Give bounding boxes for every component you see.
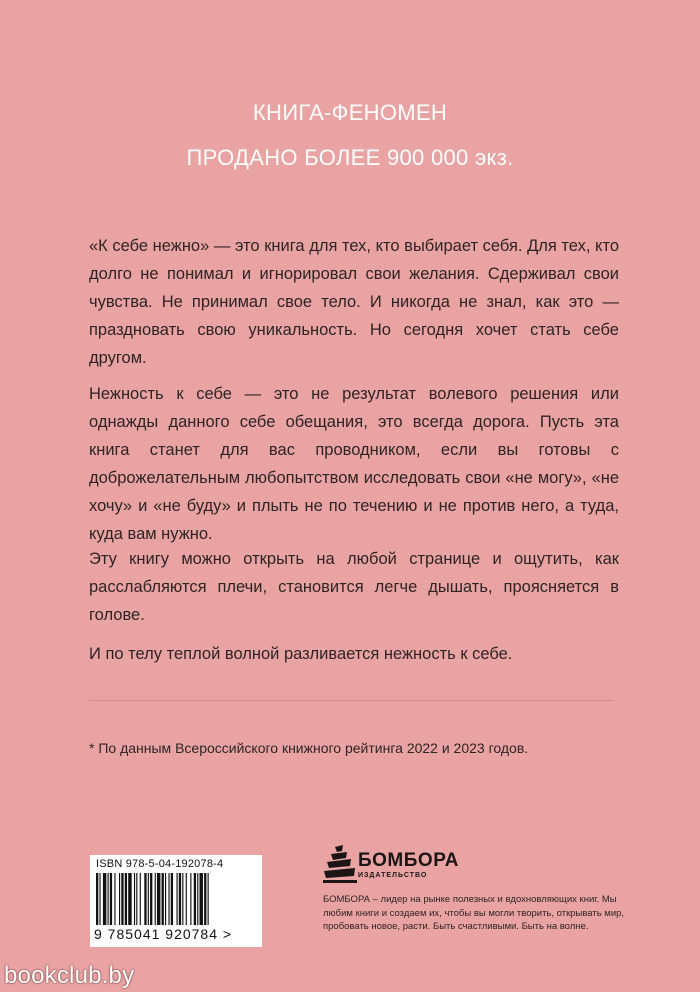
barcode-bar xyxy=(99,873,100,925)
barcode-bar xyxy=(200,873,203,925)
barcode-bar xyxy=(110,873,112,925)
barcode-block xyxy=(90,855,262,947)
divider-line xyxy=(89,700,614,701)
publisher-name: БОМБОРА xyxy=(358,850,459,871)
publisher-subtitle: ИЗДАТЕЛЬСТВО xyxy=(358,872,428,879)
footnote: * По данным Всероссийского книжного рейтинга 2022 и 2023 годов. xyxy=(89,740,529,756)
barcode-bar xyxy=(204,873,206,925)
barcode-bar xyxy=(162,873,164,925)
site-watermark: bookclub.by xyxy=(4,962,135,989)
description-paragraph-2: Нежность к себе — это не результат волевого решения или однажды данного себе обещания, это всегда дорога. Пусть эта книга станет для вас проводником, если вы готовы с доброжелательным любопытством исследовать свои «не могу», «не хочу» и «не буду» и плыть не по течению и не против него, а туда, куда вам нужно. xyxy=(89,385,619,543)
barcode-bar xyxy=(179,873,181,925)
barcode-bar xyxy=(168,873,169,925)
barcode-bar xyxy=(125,873,127,925)
barcode-bar xyxy=(197,873,198,925)
description-paragraph-3: Эту книгу можно открыть на любой странице и ощутить, как расслабляются плечи, становится легче дышать, проясняется в голове. xyxy=(89,550,619,624)
barcode-bar xyxy=(182,873,183,925)
barcode-bar xyxy=(157,873,160,925)
isbn-label: ISBN 978-5-04-192078-4 xyxy=(96,858,224,870)
barcode-bar xyxy=(186,873,187,925)
barcode-bar xyxy=(190,873,191,925)
barcode-bar xyxy=(194,873,196,925)
description-paragraph-4: И по телу теплой волной разливается нежность к себе. xyxy=(89,645,513,663)
barcode-number: 9 785041 920784 > xyxy=(94,926,233,942)
headline-sales: ПРОДАНО БОЛЕЕ 900 000 экз. xyxy=(186,145,514,170)
barcode-bar xyxy=(155,873,156,925)
barcode-bar xyxy=(114,873,115,925)
barcode-bar xyxy=(171,873,173,925)
barcode-bar xyxy=(140,873,141,925)
barcode-bar xyxy=(108,873,109,925)
publisher-blurb: БОМБОРА – лидер на рынке полезных и вдохновляющих книг. Мы любим книги и создаем их, чтобы вы могли творить, открывать мир, пробовать новое, расти. Быть счастливыми. Быть на волне. xyxy=(323,894,625,932)
barcode-bar xyxy=(128,873,131,925)
barcode-bar xyxy=(134,873,135,925)
description-paragraph-1: «К себе нежно» — это книга для тех, кто выбирает себя. Для тех, кто долго не понимал и игнорировал свои желания. Сдерживал свои чувства. Не принимал свое тело. И никогда не знал, как это — праздновать свою уникальность. Но сегодня хочет стать себе другом. xyxy=(89,237,619,367)
barcode-bar xyxy=(136,873,137,925)
bombora-logo-icon xyxy=(323,843,357,883)
barcode-bar xyxy=(150,873,152,925)
barcode-bar xyxy=(165,873,166,925)
barcode-bar xyxy=(121,873,123,925)
barcode-bar xyxy=(208,873,209,925)
barcode-bar xyxy=(148,873,149,925)
headline-phenomenon: КНИГА-ФЕНОМЕН xyxy=(252,100,448,125)
barcode-bar xyxy=(119,873,120,925)
barcode-bars xyxy=(94,873,258,925)
barcode-bar xyxy=(177,873,178,925)
barcode-bar xyxy=(103,873,106,925)
barcode-bar xyxy=(96,873,98,925)
barcode-bar xyxy=(144,873,146,925)
